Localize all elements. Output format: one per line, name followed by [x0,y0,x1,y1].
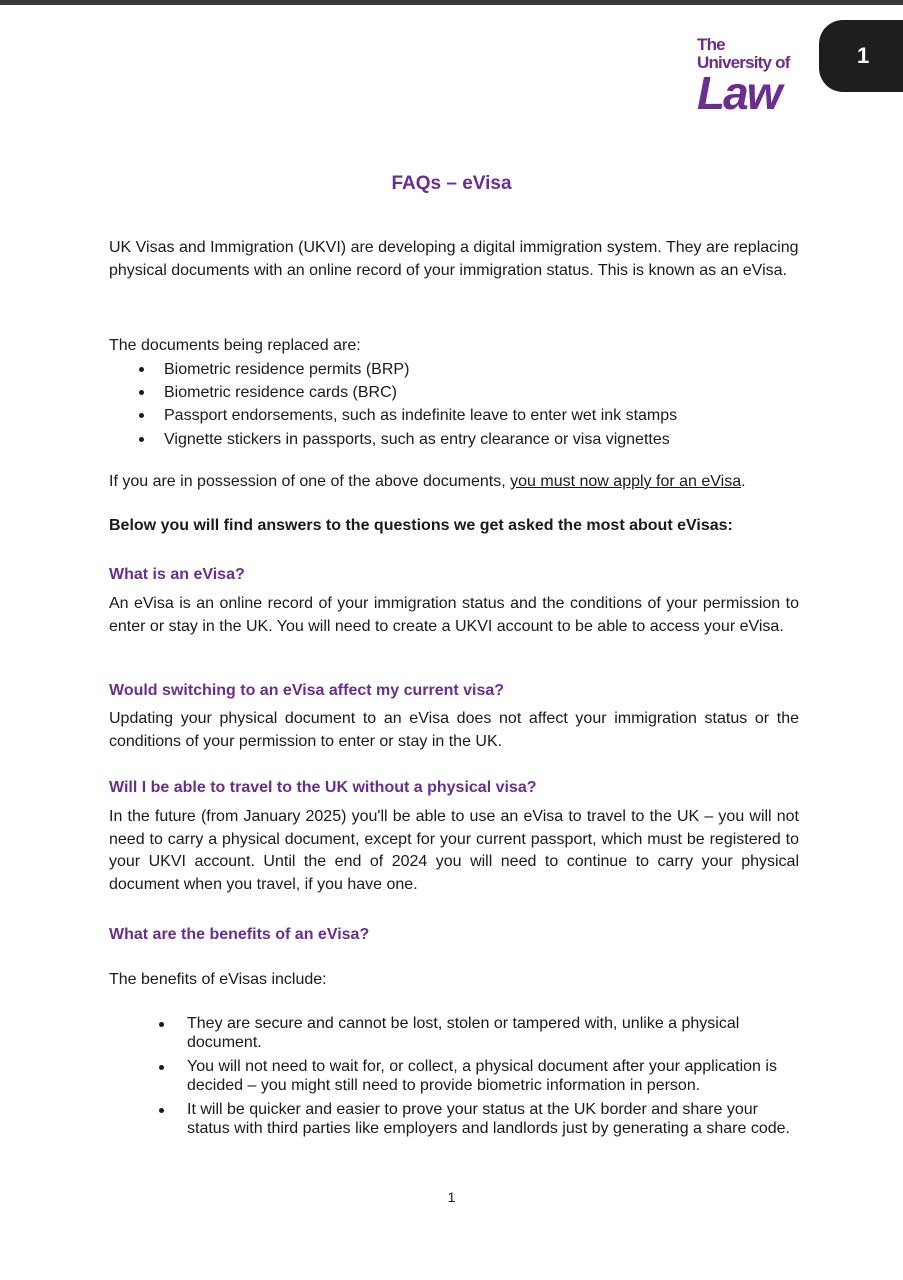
page-title: FAQs – eVisa [391,173,512,194]
benefits-intro: The benefits of eVisas include: [109,971,327,988]
list-item: Passport endorsements, such as indefinite leave to enter wet ink stamps [164,404,677,427]
logo-line-law: Law [697,67,781,119]
replaced-intro: The documents being replaced are: [109,337,361,354]
page-indicator-badge [819,20,903,92]
faq-question-3: Will I be able to travel to the UK without a physical visa? [109,779,537,796]
faq-question-4: What are the benefits of an eVisa? [109,926,370,943]
possession-prefix: If you are in possession of one of the above documents, [109,473,511,490]
faq-answer-2: Updating your physical document to an eVisa does not affect your immigration status or the conditions of your permission to enter or stay in the UK. [109,710,799,750]
faq-question-1: What is an eVisa? [109,566,245,583]
list-item: It will be quicker and easier to prove your status at the UK border and share your status with third parties like employers and landlords just by generating a share code. [187,1100,797,1138]
list-item: Biometric residence permits (BRP) [164,358,677,381]
faq-intro: Below you will find answers to the questions we get asked the most about eVisas: [109,517,733,534]
intro-paragraph: UK Visas and Immigration (UKVI) are developing a digital immigration system. They are replacing physical documents with an online record of your immigration status. This is known as an eVisa. [109,239,799,279]
apply-evisa-link[interactable]: you must now apply for an eVisa [510,473,742,490]
benefits-list [187,1014,797,1143]
top-border [0,0,903,5]
university-logo [697,35,790,119]
logo-line-the: The [697,35,725,54]
faq-answer-3: In the future (from January 2025) you'll be able to use an eVisa to travel to the UK – you will not need to carry a physical document, except for your current passport, which must be registered to your UKVI account. Until the end of 2024 you will need to continue to carry your physical document when you travel, if you have one. [109,808,799,893]
list-item: Vignette stickers in passports, such as entry clearance or visa vignettes [164,428,677,451]
page-number: 1 [447,1189,456,1205]
page-indicator-number: 1 [857,43,870,68]
possession-suffix: . [741,473,746,490]
logo-line-university: University of [697,53,790,72]
replaced-documents-list [164,358,677,451]
list-item: You will not need to wait for, or collect, a physical document after your application is decided – you might still need to provide biometric information in person. [187,1057,797,1095]
possession-paragraph [109,471,799,494]
faq-question-2: Would switching to an eVisa affect my current visa? [109,682,505,699]
list-item: They are secure and cannot be lost, stolen or tampered with, unlike a physical document. [187,1014,797,1052]
faq-answer-1: An eVisa is an online record of your immigration status and the conditions of your permission to enter or stay in the UK. You will need to create a UKVI account to be able to access your eVisa. [109,595,799,635]
list-item: Biometric residence cards (BRC) [164,381,677,404]
